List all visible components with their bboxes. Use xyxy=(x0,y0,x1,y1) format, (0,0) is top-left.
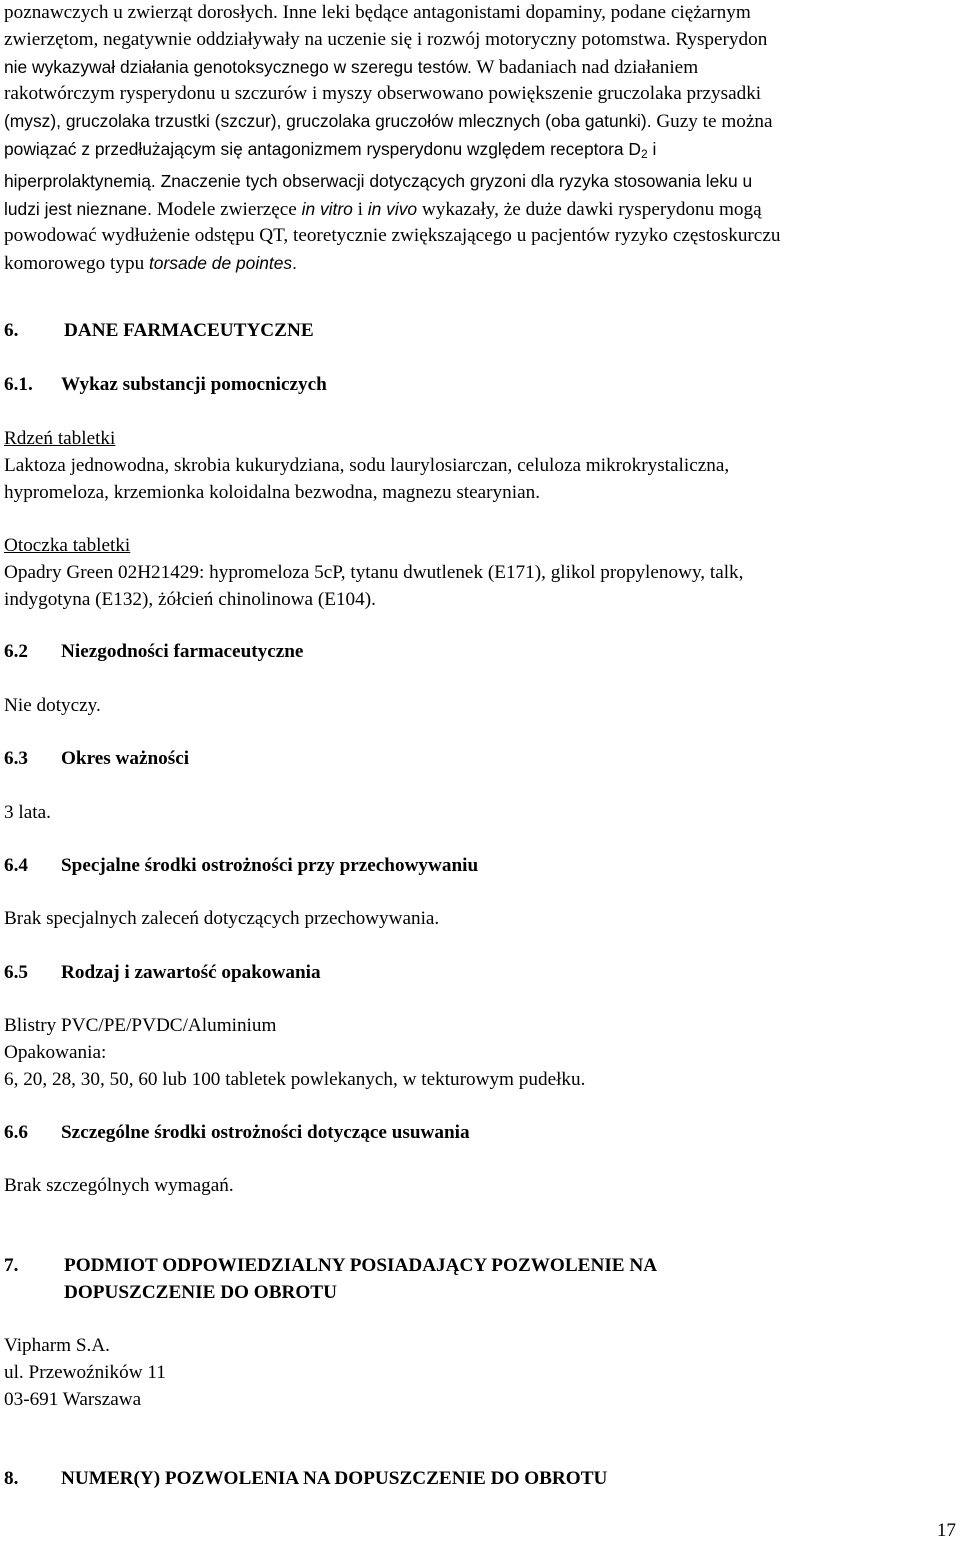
intro-line: ludzi jest nieznane. xyxy=(4,198,152,219)
page-number: 17 xyxy=(936,1520,956,1541)
document-page xyxy=(4,0,956,1543)
intro-line: . xyxy=(292,253,297,274)
intro-line: powiązać z przedłużającym się antagonizmem rysperydonu względem receptora D xyxy=(4,138,641,159)
section-heading-6-6 xyxy=(4,1120,470,1147)
holder-address xyxy=(4,1333,954,1413)
intro-line: i xyxy=(352,198,368,220)
section-body: 3 lata. xyxy=(4,802,51,823)
section-title: NUMER(Y) POZWOLENIA NA DOPUSZCZENIE DO OBROTU xyxy=(61,1468,608,1489)
section-body: Brak specjalnych zaleceń dotyczących przechowywania. xyxy=(4,908,440,929)
intro-line: (mysz), gruczolaka trzustki (szczur), gruczolaka gruczołów mlecznych (oba gatunki). xyxy=(4,111,652,132)
company-name: Vipharm S.A. xyxy=(4,1335,110,1356)
section-heading-6-3 xyxy=(4,746,189,773)
intro-line: Modele zwierzęce xyxy=(151,198,302,220)
section-number: 6.3 xyxy=(4,748,28,769)
section-number: 6. xyxy=(4,320,19,341)
section-number: 6.6 xyxy=(4,1122,28,1143)
section-title: Niezgodności farmaceutyczne xyxy=(61,641,304,662)
section-heading-6-4 xyxy=(4,853,478,880)
section-title: Szczególne środki ostrożności dotyczące usuwania xyxy=(61,1122,470,1143)
intro-line: poznawczych u zwierząt dorosłych. Inne leki będące antagonistami dopaminy, podane ciężarnym xyxy=(4,2,751,23)
intro-line: komorowego typu xyxy=(4,253,149,275)
intro-line: W badaniach nad działaniem xyxy=(471,56,699,78)
section-body: Nie dotyczy. xyxy=(4,695,101,716)
section-heading-7 xyxy=(4,1253,657,1307)
core-line: Laktoza jednowodna, skrobia kukurydziana, sodu laurylosiarczan, celuloza mikrokrystaliczna, xyxy=(4,454,730,476)
section-number: 7. xyxy=(4,1255,19,1276)
italic-term: in vivo xyxy=(367,198,418,219)
section-number: 8. xyxy=(4,1468,19,1489)
coating-label: Otoczka tabletki xyxy=(4,535,131,556)
core-line: hypromeloza, krzemionka koloidalna bezwodna, magnezu stearynian. xyxy=(4,481,540,503)
intro-line: rakotwórczym rysperydonu u szczurów i myszy obserwowano powiększenie gruczolaka przysadki xyxy=(4,83,762,105)
intro-line: wykazały, że duże dawki rysperydonu mogą xyxy=(417,198,762,220)
city-address: 03-691 Warszawa xyxy=(4,1388,142,1410)
section-heading-8 xyxy=(4,1466,607,1493)
core-block xyxy=(4,426,954,506)
intro-line: hiperprolaktynemią. xyxy=(4,170,156,191)
section-title: PODMIOT ODPOWIEDZIALNY POSIADAJĄCY POZWOLENIE NA xyxy=(64,1255,658,1276)
intro-line: Znaczenie tych obserwacji dotyczących gryzoni dla ryzyka stosowania leku u xyxy=(155,170,753,191)
packaging-line: 6, 20, 28, 30, 50, 60 lub 100 tabletek powlekanych, w tekturowym pudełku. xyxy=(4,1068,586,1090)
section-heading-6-5 xyxy=(4,960,321,987)
section-title: Okres ważności xyxy=(61,748,190,769)
intro-line: Guzy te można xyxy=(651,111,773,133)
section-title: DOPUSZCZENIE DO OBROTU xyxy=(64,1281,337,1303)
packaging-block xyxy=(4,1013,954,1093)
section-number: 6.1. xyxy=(4,374,33,395)
section-body: Brak szczególnych wymagań. xyxy=(4,1175,234,1196)
section-heading-6-2 xyxy=(4,639,303,666)
intro-line: nie wykazywał działania genotoksycznego w szeregu testów. xyxy=(4,56,472,77)
section-number: 6.2 xyxy=(4,641,28,662)
section-number: 6.5 xyxy=(4,962,28,983)
section-title: Specjalne środki ostrożności przy przechowywaniu xyxy=(61,855,479,876)
coating-line: indygotyna (E132), żółcień chinolinowa (E104). xyxy=(4,588,376,610)
italic-term: torsade de pointes xyxy=(148,253,293,274)
packaging-line: Opakowania: xyxy=(4,1041,107,1063)
intro-paragraph xyxy=(4,0,954,278)
coating-block xyxy=(4,533,954,613)
section-title: DANE FARMACEUTYCZNE xyxy=(64,320,314,341)
coating-line: Opadry Green 02H21429: hypromeloza 5cP, tytanu dwutlenek (E171), glikol propylenowy, talk, xyxy=(4,561,744,583)
section-title: Wykaz substancji pomocniczych xyxy=(61,374,327,395)
section-number: 6.4 xyxy=(4,855,28,876)
intro-line: i xyxy=(647,138,657,159)
street-address: ul. Przewoźników 11 xyxy=(4,1361,166,1383)
intro-line: powodować wydłużenie odstępu QT, teoretycznie zwiększającego u pacjentów ryzyko częstoskurczu xyxy=(4,225,781,247)
packaging-line: Blistry PVC/PE/PVDC/Aluminium xyxy=(4,1015,277,1036)
intro-line: zwierzętom, negatywnie oddziaływały na uczenie się i rozwój motoryczny potomstwa. Rysperydon xyxy=(4,28,768,50)
italic-term: in vitro xyxy=(301,198,353,219)
section-title: Rodzaj i zawartość opakowania xyxy=(61,962,321,983)
core-label: Rdzeń tabletki xyxy=(4,428,116,449)
subscript: 2 xyxy=(640,146,648,161)
section-heading-6-1 xyxy=(4,372,327,399)
section-heading-6 xyxy=(4,318,314,345)
